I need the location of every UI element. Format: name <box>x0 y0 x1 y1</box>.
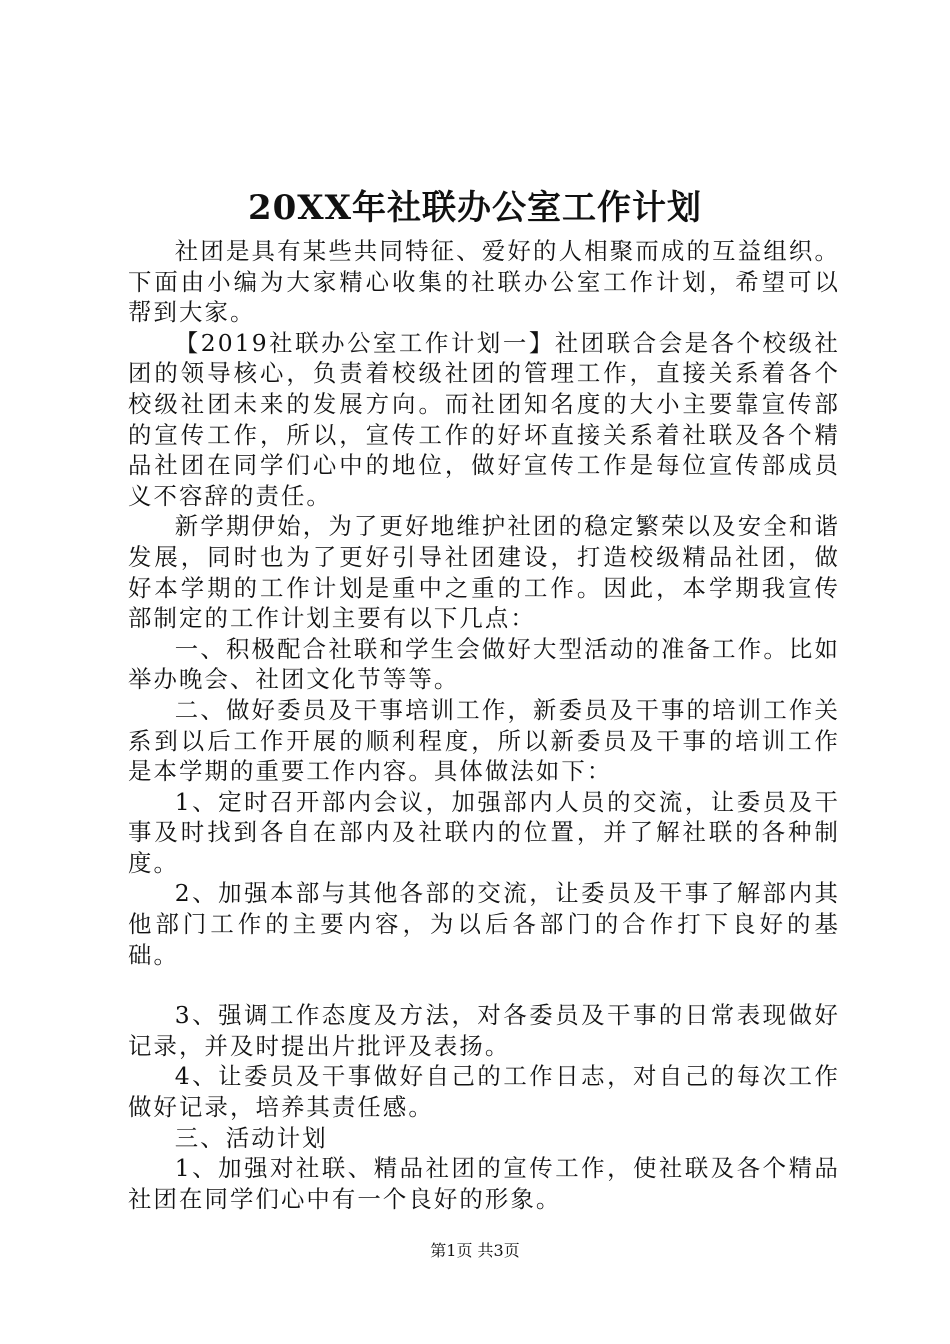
paragraph-item-three: 三、活动计划 <box>174 1123 328 1152</box>
document-body <box>128 236 840 1214</box>
paragraph-item-two: 二、做好委员及干事培训工作，新委员及干事的培训工作关系到以后工作开展的顺利程度，所以新委员及干事的培训工作是本学期的重要工作内容。具体做法如下： <box>128 695 840 786</box>
paragraph-subitem-1: 1、定时召开部内会议，加强部内人员的交流，让委员及干事及时找到各自在部内及社联内的位置，并了解社联的各种制度。 <box>128 787 840 877</box>
paragraph-new-semester: 新学期伊始，为了更好地维护社团的稳定繁荣以及安全和谐发展，同时也为了更好引导社团建设，打造校级精品社团，做好本学期的工作计划是重中之重的工作。因此，本学期我宣传部制定的工作计划主要有以下几点： <box>128 512 840 633</box>
paragraph-intro: 社团是具有某些共同特征、爱好的人相聚而成的互益组织。下面由小编为大家精心收集的社联办公室工作计划，希望可以帮到大家。 <box>128 237 840 327</box>
paragraph-subitem-2: 2、加强本部与其他各部的交流，让委员及干事了解部内其他部门工作的主要内容，为以后各部门的合作打下良好的基础。 <box>128 879 840 969</box>
page-number-footer: 第1页 共3页 <box>430 1241 520 1260</box>
paragraph-activity-1: 1、加强对社联、精品社团的宣传工作，使社联及各个精品社团在同学们心中有一个良好的形象。 <box>128 1154 840 1213</box>
paragraph-subitem-3: 3、强调工作态度及方法，对各委员及干事的日常表现做好记录，并及时提出片批评及表扬。 <box>128 1001 840 1060</box>
paragraph-plan-one: 【2019社联办公室工作计划一】社团联合会是各个校级社团的领导核心，负责着校级社团的管理工作，直接关系着各个校级社团未来的发展方向。而社团知名度的大小主要靠宣传部的宣传工作，所以，宣传工作的好坏直接关系着社联及各个精品社团在同学们心中的地位，做好宣传工作是每位宣传部成员义不容辞的责任。 <box>128 328 840 510</box>
paragraph-item-one: 一、积极配合社联和学生会做好大型活动的准备工作。比如举办晚会、社团文化节等等。 <box>128 634 840 694</box>
document-title: 20XX年社联办公室工作计划 <box>247 188 703 228</box>
paragraph-subitem-4: 4、让委员及干事做好自己的工作日志，对自己的每次工作做好记录，培养其责任感。 <box>128 1062 840 1122</box>
